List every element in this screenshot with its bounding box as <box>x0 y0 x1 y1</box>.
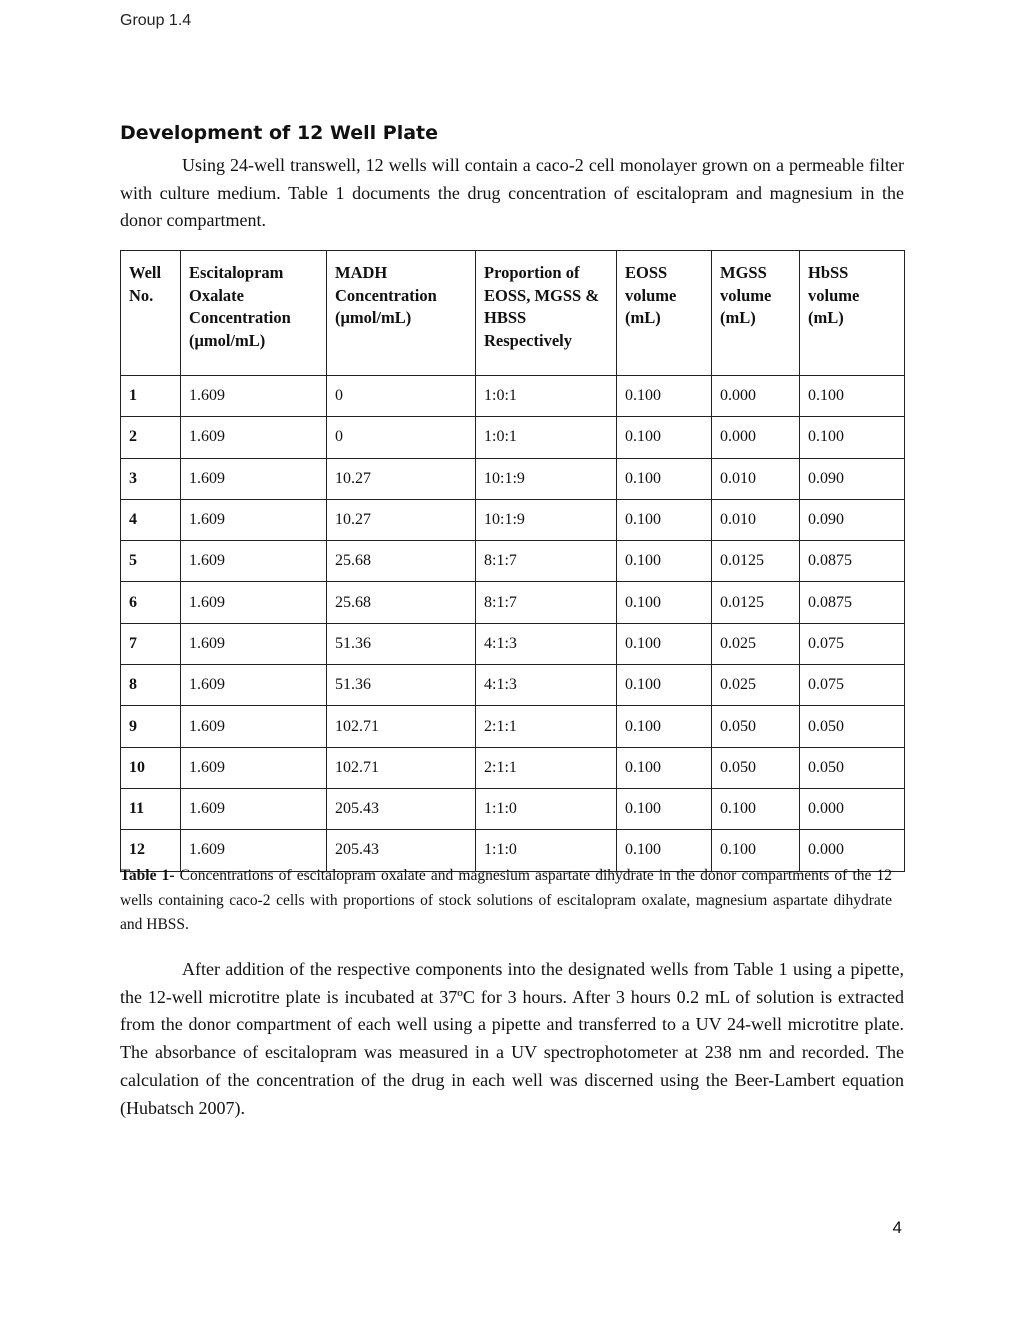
page-header: Group 1.4 <box>120 12 192 29</box>
table-cell: 2:1:1 <box>476 706 617 747</box>
caption-label: Table 1- <box>120 867 175 884</box>
intro-paragraph: Using 24-well transwell, 12 wells will contain a caco-2 cell monolayer grown on a permeable filter with culture medium. Table 1 documents the drug concentration of escitalopram and magnesium in the donor compartment. <box>120 155 904 231</box>
table-cell: 0.010 <box>712 499 800 540</box>
table-cell: 205.43 <box>327 830 476 871</box>
table-caption <box>120 864 892 938</box>
table-cell: 0.100 <box>800 417 905 458</box>
table-row <box>121 788 905 829</box>
table-cell: 0.100 <box>800 376 905 417</box>
table-cell: 10:1:9 <box>476 458 617 499</box>
well-number-cell: 3 <box>121 458 181 499</box>
table-cell: 10:1:9 <box>476 499 617 540</box>
table-cell: 4:1:3 <box>476 623 617 664</box>
table-cell: 1.609 <box>181 747 327 788</box>
well-number-cell: 5 <box>121 541 181 582</box>
column-header: EOSS volume (mL) <box>617 251 712 376</box>
table-body <box>121 376 905 872</box>
well-number-cell: 10 <box>121 747 181 788</box>
table-cell: 1.609 <box>181 582 327 623</box>
column-header: Well No. <box>121 251 181 376</box>
well-number-cell: 12 <box>121 830 181 871</box>
table-cell: 1.609 <box>181 830 327 871</box>
table-cell: 0.050 <box>800 747 905 788</box>
well-number-cell: 9 <box>121 706 181 747</box>
table-cell: 205.43 <box>327 788 476 829</box>
table-row <box>121 747 905 788</box>
table-cell: 1.609 <box>181 706 327 747</box>
table-cell: 8:1:7 <box>476 582 617 623</box>
table-row <box>121 623 905 664</box>
table-cell: 1.609 <box>181 788 327 829</box>
table-cell: 0.050 <box>712 706 800 747</box>
table-cell: 0.100 <box>617 788 712 829</box>
column-header: MADH Concentration (μmol/mL) <box>327 251 476 376</box>
table-cell: 0.100 <box>617 582 712 623</box>
table-cell: 1.609 <box>181 665 327 706</box>
table-row <box>121 458 905 499</box>
table-cell: 1.609 <box>181 376 327 417</box>
table-cell: 1:0:1 <box>476 417 617 458</box>
table-cell: 0.025 <box>712 623 800 664</box>
table-cell: 0.100 <box>617 830 712 871</box>
table-row <box>121 417 905 458</box>
table-cell: 0.100 <box>617 499 712 540</box>
table-cell: 0.0875 <box>800 582 905 623</box>
table-cell: 0.100 <box>617 541 712 582</box>
well-number-cell: 7 <box>121 623 181 664</box>
table-cell: 0.100 <box>712 830 800 871</box>
table-row <box>121 706 905 747</box>
table-cell: 8:1:7 <box>476 541 617 582</box>
table-cell: 1.609 <box>181 541 327 582</box>
table-cell: 0.075 <box>800 623 905 664</box>
table-cell: 0 <box>327 417 476 458</box>
table-cell: 1:1:0 <box>476 788 617 829</box>
table-cell: 0.000 <box>800 830 905 871</box>
table-cell: 25.68 <box>327 541 476 582</box>
table-cell: 0.100 <box>617 706 712 747</box>
caption-text: Concentrations of escitalopram oxalate and magnesium aspartate dihydrate in the donor compartments of the 12 wells containing caco-2 cells with proportions of stock solutions of escitalopram oxalate, magnesium aspartate dihydrate and HBSS. <box>120 867 893 933</box>
table-row <box>121 541 905 582</box>
well-number-cell: 8 <box>121 665 181 706</box>
table-cell: 0.100 <box>617 665 712 706</box>
table-cell: 0.025 <box>712 665 800 706</box>
table-cell: 0.0125 <box>712 541 800 582</box>
table-cell: 0.000 <box>712 417 800 458</box>
table-cell: 10.27 <box>327 499 476 540</box>
table-cell: 0.0125 <box>712 582 800 623</box>
well-number-cell: 2 <box>121 417 181 458</box>
table-cell: 0.100 <box>617 458 712 499</box>
table-cell: 0.090 <box>800 499 905 540</box>
table-row <box>121 665 905 706</box>
table-cell: 0.000 <box>712 376 800 417</box>
method-paragraph: After addition of the respective components into the designated wells from Table 1 using a pipette, the 12-well microtitre plate is incubated at 37ºC for 3 hours. After 3 hours 0.2 mL of solution is extracted from the donor compartment of each well using a pipette and transferred to a UV 24-well microtitre plate. The absorbance of escitalopram was measured in a UV spectrophotometer at 238 nm and recorded. The calculation of the concentration of the drug in each well was discerned using the Beer-Lambert equation (Hubatsch 2007). <box>120 959 904 1118</box>
table-cell: 0.050 <box>712 747 800 788</box>
table-cell: 0.100 <box>712 788 800 829</box>
column-header: MGSS volume (mL) <box>712 251 800 376</box>
table-row <box>121 376 905 417</box>
well-number-cell: 6 <box>121 582 181 623</box>
table-cell: 0.100 <box>617 623 712 664</box>
table-row <box>121 582 905 623</box>
concentration-table <box>120 250 905 872</box>
table-row <box>121 499 905 540</box>
well-number-cell: 1 <box>121 376 181 417</box>
table-cell: 25.68 <box>327 582 476 623</box>
table-cell: 102.71 <box>327 747 476 788</box>
table-cell: 4:1:3 <box>476 665 617 706</box>
table-cell: 1.609 <box>181 623 327 664</box>
column-header: Proportion of EOSS, MGSS & HBSS Respectively <box>476 251 617 376</box>
table-cell: 1:1:0 <box>476 830 617 871</box>
table-cell: 0.000 <box>800 788 905 829</box>
column-header: Escitalopram Oxalate Concentration (μmol/mL) <box>181 251 327 376</box>
table-cell: 0.010 <box>712 458 800 499</box>
table-cell: 10.27 <box>327 458 476 499</box>
table-header-row <box>121 251 905 376</box>
well-number-cell: 4 <box>121 499 181 540</box>
section-title: Development of 12 Well Plate <box>120 122 439 144</box>
table-cell: 0.050 <box>800 706 905 747</box>
table-cell: 0.090 <box>800 458 905 499</box>
table-cell: 102.71 <box>327 706 476 747</box>
table-cell: 0.100 <box>617 747 712 788</box>
table-cell: 0.100 <box>617 376 712 417</box>
table-cell: 0.0875 <box>800 541 905 582</box>
table-cell: 0.100 <box>617 417 712 458</box>
table-cell: 51.36 <box>327 623 476 664</box>
table-cell: 1.609 <box>181 417 327 458</box>
table-cell: 1:0:1 <box>476 376 617 417</box>
well-number-cell: 11 <box>121 788 181 829</box>
table-cell: 1.609 <box>181 458 327 499</box>
table-cell: 51.36 <box>327 665 476 706</box>
table-cell: 2:1:1 <box>476 747 617 788</box>
table-cell: 0.075 <box>800 665 905 706</box>
table-cell: 1.609 <box>181 499 327 540</box>
column-header: HbSS volume (mL) <box>800 251 905 376</box>
table-cell: 0 <box>327 376 476 417</box>
page-number: 4 <box>892 1218 902 1237</box>
